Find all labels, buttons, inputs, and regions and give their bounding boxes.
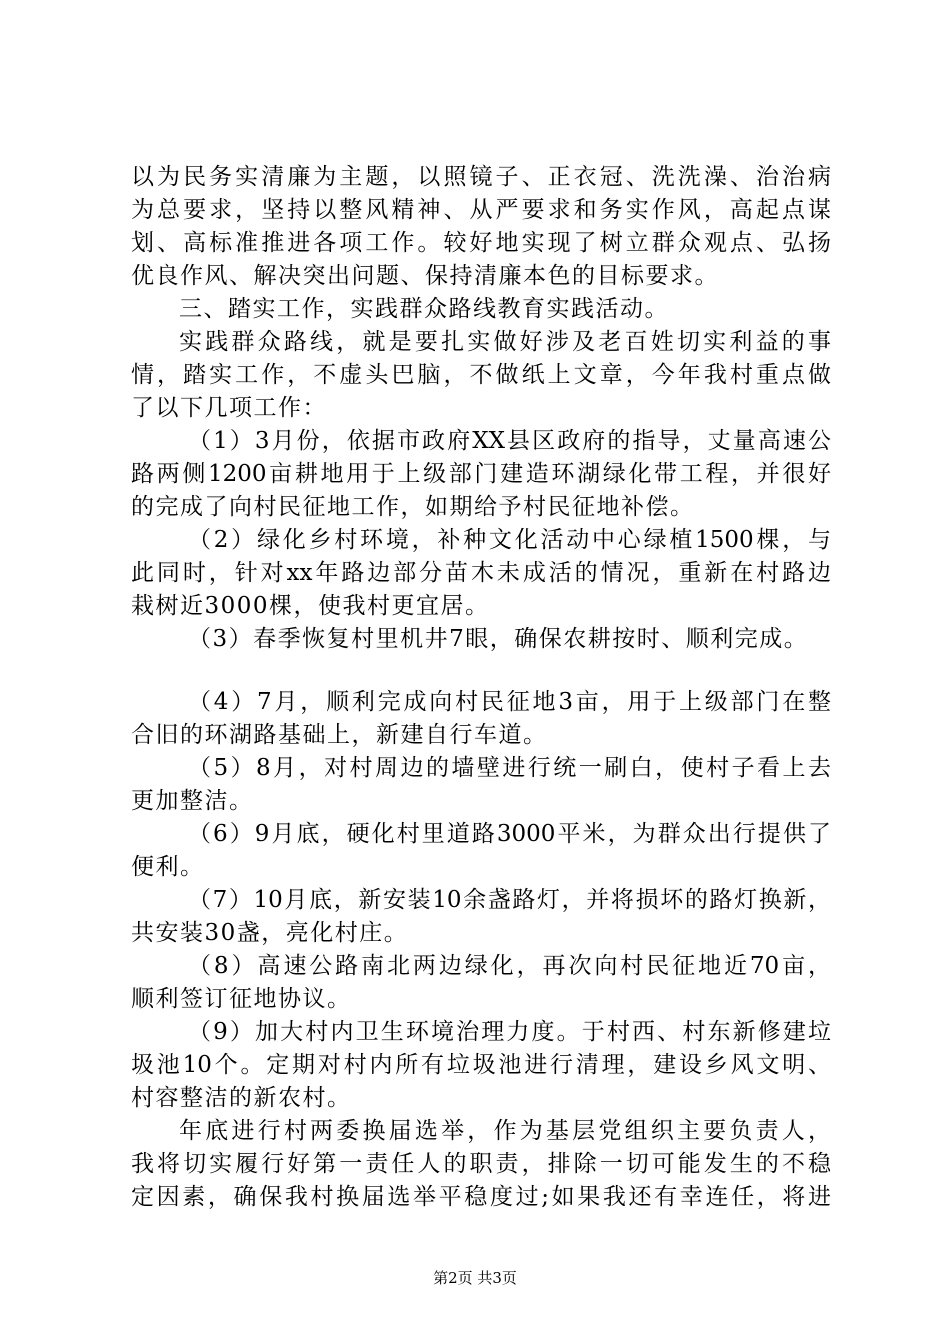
text-line: 了以下几项工作：	[131, 395, 327, 421]
page-number: 第2页 共3页	[433, 1269, 517, 1287]
text-line: 以为民务实清廉为主题，以照镜子、正衣冠、洗洗澡、治治病	[131, 164, 831, 190]
section-heading: 三、踏实工作，实践群众路线教育实践活动。	[179, 296, 669, 322]
text-line: 的完成了向村民征地工作，如期给予村民征地补偿。	[131, 494, 695, 520]
text-line: 栽树近3000棵，使我村更宜居。	[131, 593, 490, 619]
text-line: 此同时，针对xx年路边部分苗木未成活的情况，重新在村路边	[131, 560, 831, 586]
list-item: （6）9月底，硬化村里道路3000平米，为群众出行提供了	[188, 821, 831, 847]
list-item: （5）8月，对村周边的墙壁进行统一刷白，使村子看上去	[188, 755, 831, 781]
text-line: 情，踏实工作，不虚头巴脑，不做纸上文章，今年我村重点做	[131, 362, 831, 388]
text-line: 合旧的环湖路基础上，新建自行车道。	[131, 722, 548, 748]
document-body	[131, 161, 831, 1214]
text-line: 我将切实履行好第一责任人的职责，排除一切可能发生的不稳	[131, 1151, 831, 1177]
text-line: 优良作风、解决突出问题、保持清廉本色的目标要求。	[131, 263, 719, 289]
list-item: （2）绿化乡村环境，补种文化活动中心绿植1500棵，与	[188, 527, 831, 553]
text-line: 年底进行村两委换届选举，作为基层党组织主要负责人，	[179, 1118, 831, 1144]
list-item: （8）高速公路南北两边绿化，再次向村民征地近70亩，	[188, 953, 831, 979]
text-line: 圾池10个。定期对村内所有垃圾池进行清理，建设乡风文明、	[131, 1052, 831, 1078]
text-line: 顺利签订征地协议。	[131, 986, 352, 1012]
list-item: （7）10月底，新安装10余盏路灯，并将损坏的路灯换新，	[188, 887, 831, 913]
list-item: （3）春季恢复村里机井7眼，确保农耕按时、顺利完成。	[188, 626, 809, 652]
text-line: 共安装30盏，亮化村庄。	[131, 920, 409, 946]
text-line: 为总要求，坚持以整风精神、从严要求和务实作风，高起点谋	[131, 197, 831, 223]
text-line: 路两侧1200亩耕地用于上级部门建造环湖绿化带工程，并很好	[131, 461, 831, 487]
list-item: （1）3月份，依据市政府XX县区政府的指导，丈量高速公	[188, 428, 831, 454]
list-item: （9）加大村内卫生环境治理力度。于村西、村东新修建垃	[188, 1019, 831, 1045]
text-line: 划、高标准推进各项工作。较好地实现了树立群众观点、弘扬	[131, 230, 831, 256]
text-line: 村容整洁的新农村。	[131, 1085, 352, 1111]
paragraph-gap	[131, 656, 831, 686]
text-line: 便利。	[131, 854, 205, 880]
text-line: 实践群众路线，就是要扎实做好涉及老百姓切实利益的事	[179, 329, 831, 355]
text-line: 更加整洁。	[131, 788, 254, 814]
text-line: 定因素，确保我村换届选举平稳度过;如果我还有幸连任，将进	[131, 1184, 831, 1210]
list-item: （4）7月，顺利完成向村民征地3亩，用于上级部门在整	[188, 689, 831, 715]
